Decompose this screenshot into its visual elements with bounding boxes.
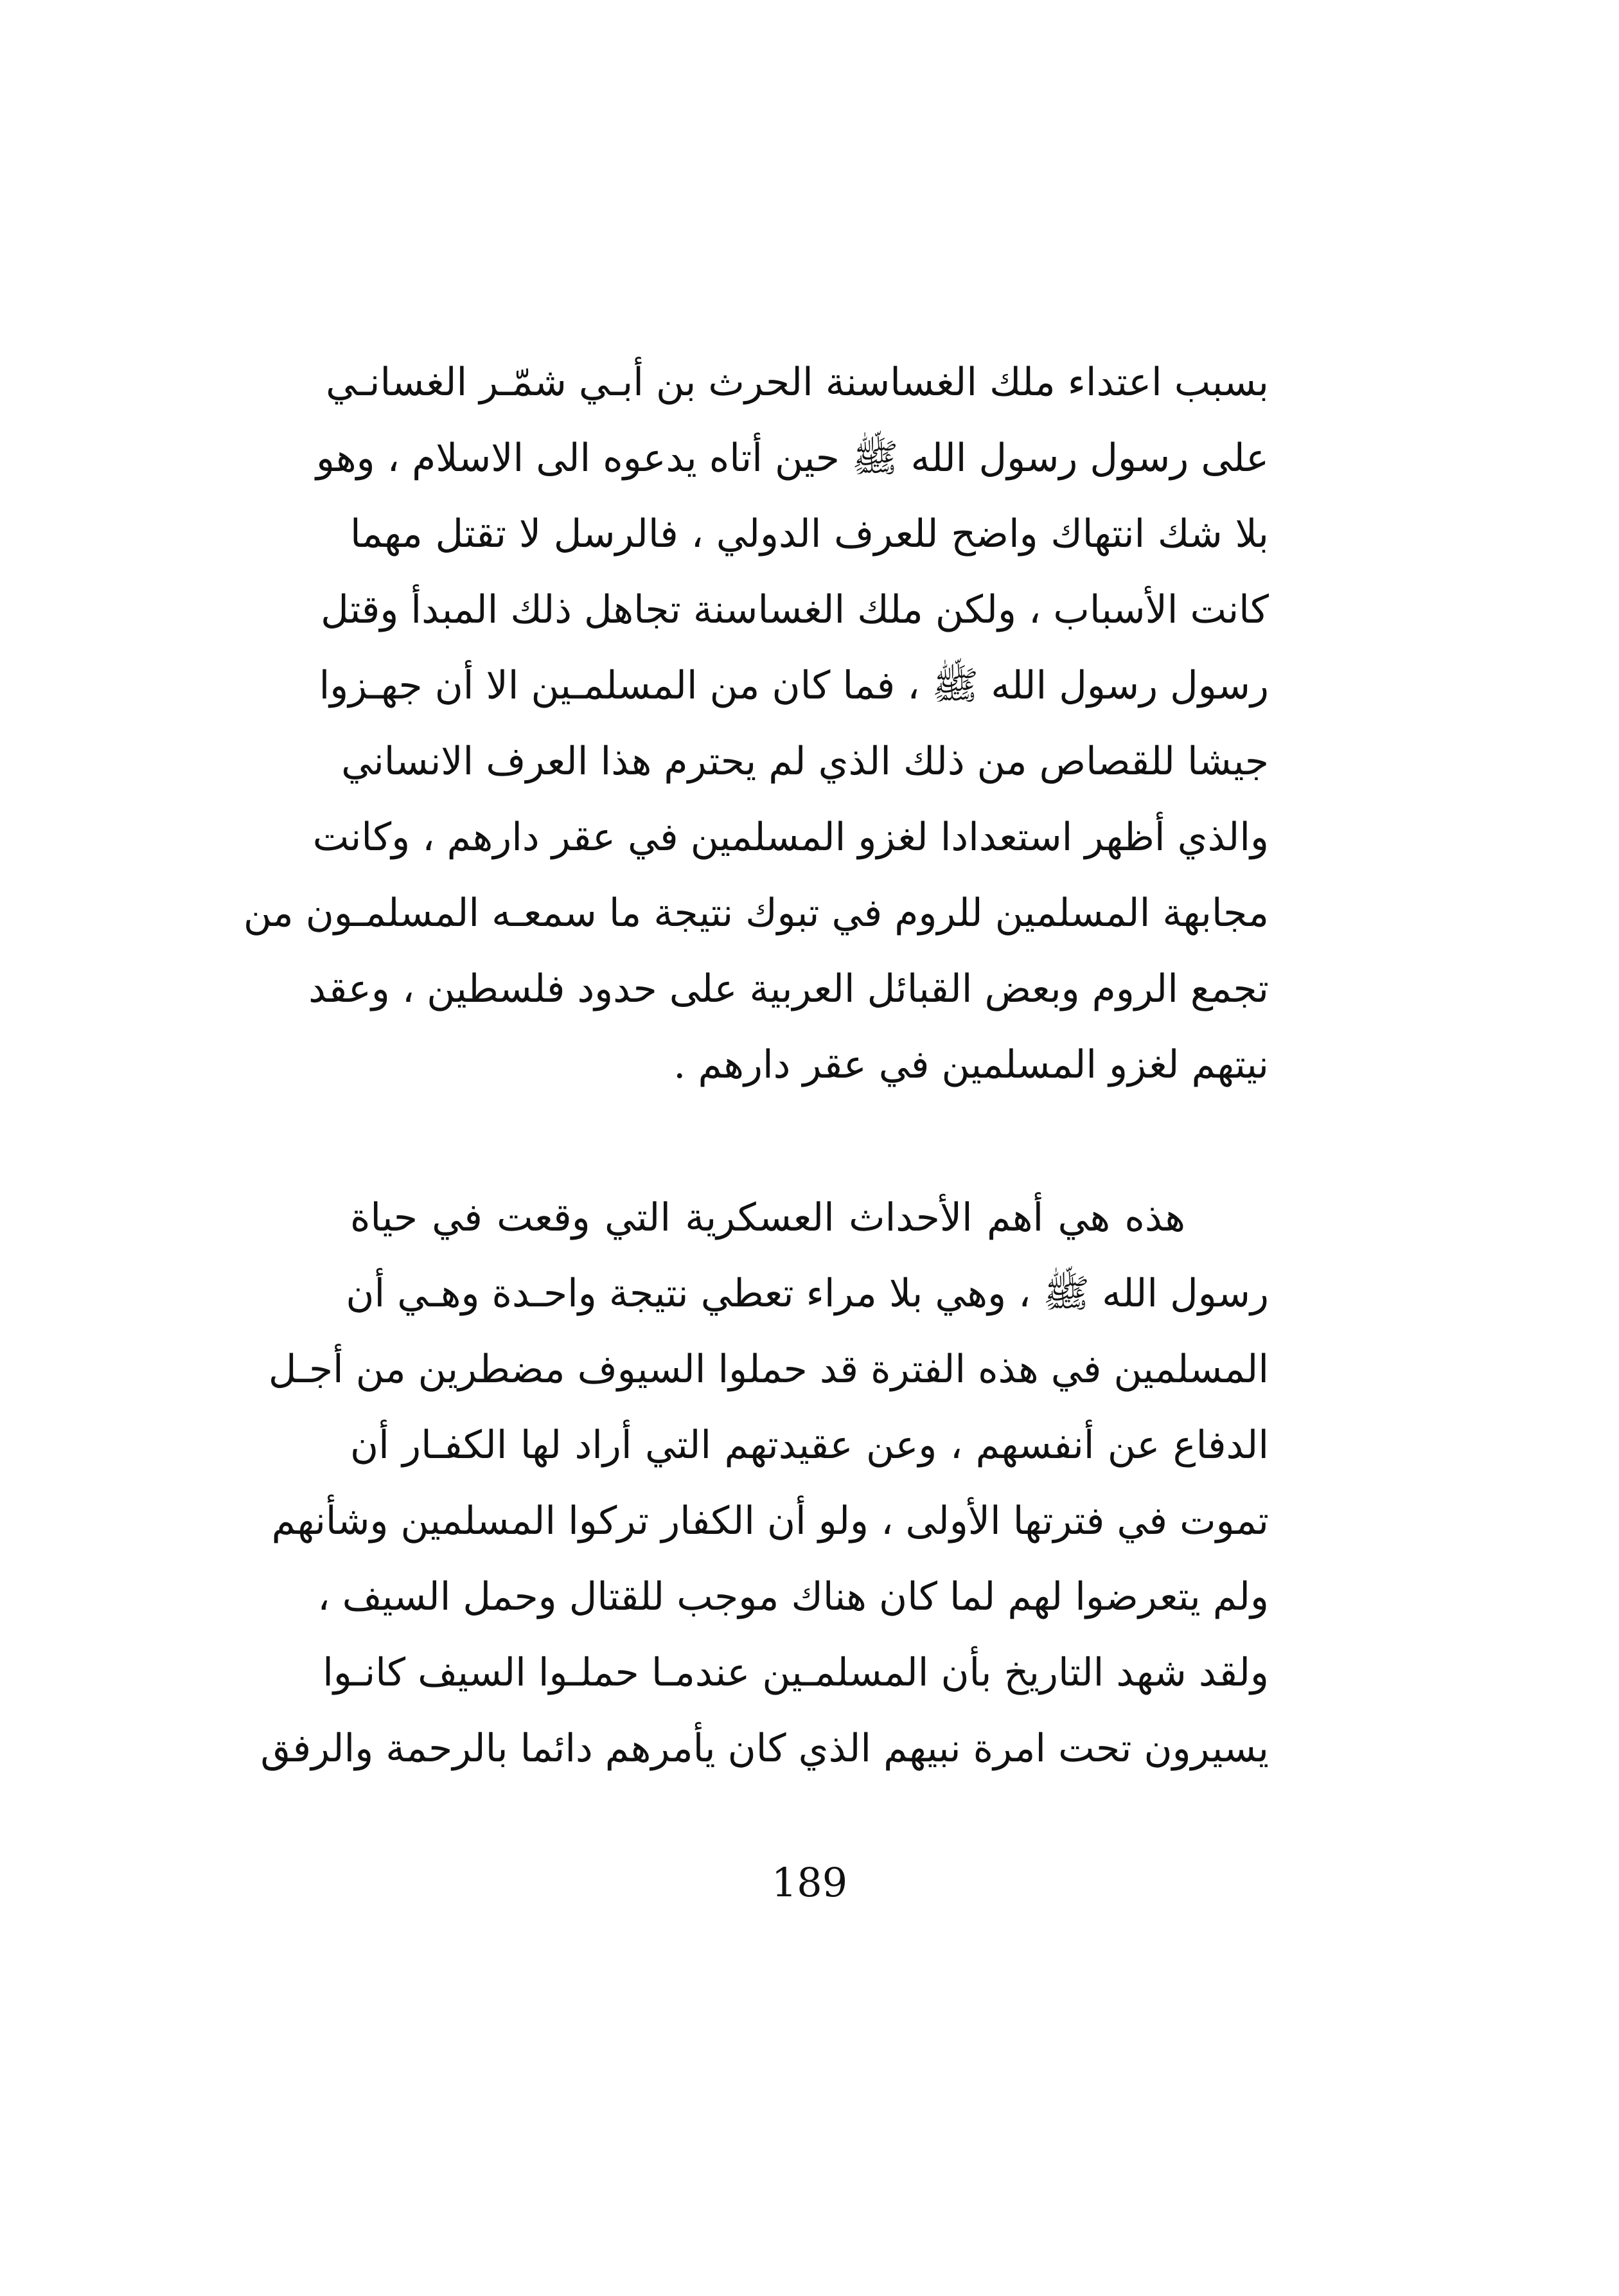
paragraph-line: نيتهم لغزو المسلمين في عقر دارهم . xyxy=(673,1042,1269,1087)
paragraph-line: ولقد شهد التاريخ بأن المسلمـين عندمـا حملـوا السيف كانـوا xyxy=(323,1650,1269,1695)
paragraph-line: المسلمين في هذه الفترة قد حملوا السيوف مضطرين من أجـل xyxy=(268,1347,1269,1392)
paragraph-line: كانت الأسباب ، ولكن ملك الغساسنة تجاهل ذلك المبدأ وقتل xyxy=(321,587,1269,632)
paragraph-line: بسبب اعتداء ملك الغساسنة الحرث بن أبـي شمّـر الغسانـي xyxy=(326,360,1269,405)
paragraph-2 xyxy=(260,1180,1269,1786)
paragraph-line: رسول رسول الله ﷺ ، فما كان من المسلمـين الا أن جهـزوا xyxy=(319,663,1269,708)
paragraph-line: تموت في فترتها الأولى ، ولو أن الكفار تركوا المسلمين وشأنهم xyxy=(271,1499,1269,1544)
paragraph-line: تجمع الروم وبعض القبائل العربية على حدود فلسطين ، وعقد xyxy=(308,966,1269,1011)
paragraph-line: الدفاع عن أنفسهم ، وعن عقيدتهم التي أراد لها الكفـار أن xyxy=(350,1423,1269,1468)
paragraph-line: والذي أظهر استعدادا لغزو المسلمين في عقر دارهم ، وكانت xyxy=(312,815,1269,860)
paragraph-line: ولم يتعرضوا لهم لما كان هناك موجب للقتال وحمل السيف ، xyxy=(317,1574,1269,1619)
paragraph-line: يسيرون تحت امرة نبيهم الذي كان يأمرهم دائما بالرحمة والرفق xyxy=(260,1726,1269,1771)
page-number: 189 xyxy=(771,1859,848,1906)
paragraph-line: رسول الله ﷺ ، وهي بلا مراء تعطي نتيجة واحـدة وهـي أن xyxy=(346,1271,1269,1316)
paragraph-line: هذه هي أهم الأحداث العسكرية التي وقعت في حياة xyxy=(350,1195,1185,1240)
paragraph-line: مجابهة المسلمين للروم في تبوك نتيجة ما سمعـه المسلمـون من xyxy=(243,891,1269,936)
paragraph-line: جيشا للقصاص من ذلك الذي لم يحترم هذا العرف الانساني xyxy=(341,739,1269,784)
paragraph-1 xyxy=(243,344,1269,1103)
paragraph-line: على رسول رسول الله ﷺ حين أتاه يدعوه الى الاسلام ، وهو xyxy=(315,436,1269,481)
paragraph-line: بلا شك انتهاك واضح للعرف الدولي ، فالرسل لا تقتل مهما xyxy=(350,512,1269,556)
